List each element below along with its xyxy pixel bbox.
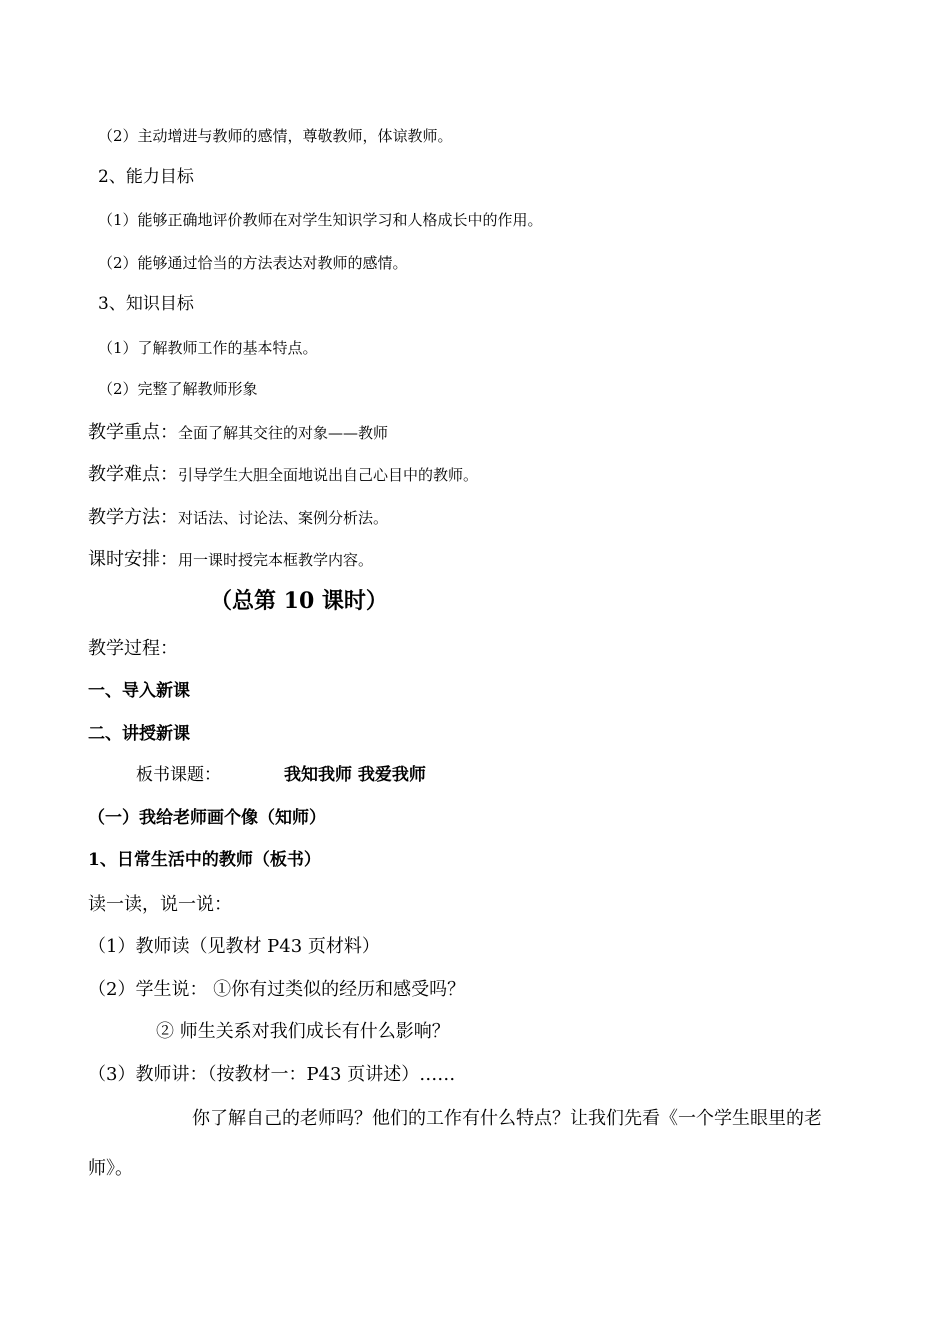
paragraph-line-1: 你了解自己的老师吗？他们的工作有什么特点？让我们先看《一个学生眼里的老 xyxy=(192,1108,822,1129)
section-1-heading: （一）我给老师画个像（知师） xyxy=(88,808,326,828)
process-item-2b: ② 师生关系对我们成长有什么影响？ xyxy=(156,1021,450,1042)
difficulty-label: 教学难点： xyxy=(88,464,178,485)
knowledge-goal-item-2: （2）完整了解教师形象 xyxy=(98,380,258,398)
ability-goal-item-2: （2）能够通过恰当的方法表达对教师的感情。 xyxy=(98,254,408,272)
method-value: 对话法、讨论法、案例分析法。 xyxy=(178,509,389,527)
method-row xyxy=(88,509,388,527)
process-item-2: （2）学生说： ①你有过类似的经历和感受吗？ xyxy=(88,979,466,1000)
difficulty-row xyxy=(88,466,478,484)
subsection-1-heading: 1、日常生活中的教师（板书） xyxy=(88,850,321,870)
board-title: 我知我师 我爱我师 xyxy=(284,765,426,785)
difficulty-value: 引导学生大胆全面地说出自己心目中的教师。 xyxy=(178,466,479,484)
emotion-goal-item-2: （2）主动增进与教师的感情，尊敬教师，体谅教师。 xyxy=(98,127,453,145)
key-point-row xyxy=(88,424,388,442)
key-point-label: 教学重点： xyxy=(88,422,178,443)
ability-goal-heading: 2、能力目标 xyxy=(98,167,194,187)
read-say-line: 读一读，说一说： xyxy=(88,894,232,915)
lesson-title: （总第 10 课时） xyxy=(210,588,388,614)
knowledge-goal-item-1: （1）了解教师工作的基本特点。 xyxy=(98,339,318,357)
schedule-row xyxy=(88,551,373,569)
ability-goal-item-1: （1）能够正确地评价教师在对学生知识学习和人格成长中的作用。 xyxy=(98,211,543,229)
schedule-value: 用一课时授完本框教学内容。 xyxy=(178,551,374,569)
paragraph-line-2: 师》。 xyxy=(88,1158,133,1179)
process-item-1: （1）教师读（见教材 P43 页材料） xyxy=(88,936,380,957)
key-point-value: 全面了解其交往的对象——教师 xyxy=(178,424,389,442)
step-intro: 一、导入新课 xyxy=(88,681,190,701)
process-item-3: （3）教师讲：（按教材一：P43 页讲述）…… xyxy=(88,1064,456,1085)
board-label: 板书课题： xyxy=(136,765,221,785)
board-row xyxy=(136,767,221,784)
step-teach: 二、讲授新课 xyxy=(88,724,190,744)
process-heading: 教学过程： xyxy=(88,638,178,659)
method-label: 教学方法： xyxy=(88,507,178,528)
schedule-label: 课时安排： xyxy=(88,549,178,570)
knowledge-goal-heading: 3、知识目标 xyxy=(98,294,194,314)
